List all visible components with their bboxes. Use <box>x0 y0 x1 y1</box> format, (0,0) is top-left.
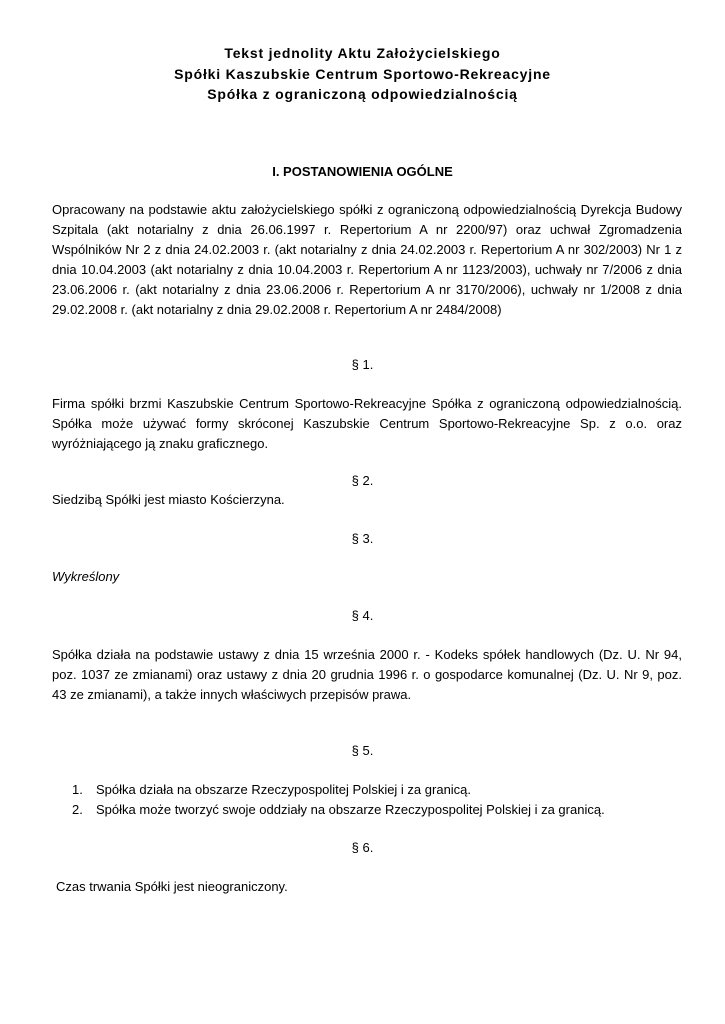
paragraph-symbol-2: § 2. <box>351 473 374 488</box>
paragraph-3-text: Wykreślony <box>52 569 120 584</box>
list-item-text: Spółka działa na obszarze Rzeczypospolitej Polskiej i za granicą. <box>96 782 472 797</box>
list-item <box>52 800 692 820</box>
list-item-number: 1. <box>72 782 83 797</box>
paragraph-5-list <box>52 780 692 820</box>
paragraph-symbol-6: § 6. <box>351 840 374 855</box>
section-heading: I. POSTANOWIENIA OGÓLNE <box>272 164 453 179</box>
paragraph-2-text: Siedzibą Spółki jest miasto Kościerzyna. <box>52 492 285 507</box>
paragraph-4-text: Spółka działa na podstawie ustawy z dnia 15 września 2000 r. - Kodeks spółek handlowych (Dz. U. Nr 94, poz. 1037 ze zmianami) oraz ustawy z dnia 20 grudnia 1996 r. o gospodarce komunalnej (Dz. U. Nr 9, poz. 43 ze zmianami), a także innych właściwych przepisów prawa. <box>52 647 682 702</box>
list-item-number: 2. <box>72 802 83 817</box>
paragraph-symbol-5: § 5. <box>351 743 374 758</box>
title-line-1: Tekst jednolity Aktu Założycielskiego <box>224 45 501 61</box>
title-line-2: Spółki Kaszubskie Centrum Sportowo-Rekreacyjne <box>174 65 551 82</box>
list-item-text: Spółka może tworzyć swoje oddziały na obszarze Rzeczypospolitej Polskiej i za granicą. <box>96 802 605 817</box>
document-title <box>0 43 725 105</box>
paragraph-symbol-3: § 3. <box>351 531 374 546</box>
paragraph-6-text: Czas trwania Spółki jest nieograniczony. <box>56 879 288 894</box>
list-item <box>52 780 692 800</box>
paragraph-1-text: Firma spółki brzmi Kaszubskie Centrum Sportowo-Rekreacyjne Spółka z ograniczoną odpowiedzialnością. Spółka może używać formy skróconej Kaszubskie Centrum Sportowo-Rekreacyjne Sp. z o.o. oraz wyróżniającego ją znaku graficznego. <box>52 396 682 451</box>
title-line-3: Spółka z ograniczoną odpowiedzialnością <box>207 86 518 102</box>
paragraph-symbol-4: § 4. <box>351 608 374 623</box>
paragraph-symbol-1: § 1. <box>351 357 374 372</box>
intro-paragraph: Opracowany na podstawie aktu założycielskiego spółki z ograniczoną odpowiedzialnością Dyrekcja Budowy Szpitala (akt notarialny z dnia 26.06.1997 r. Repertorium A nr 2200/97) oraz uchwał Zgromadzenia Wspólników Nr 2 z dnia 24.02.2003 r. (akt notarialny z dnia 24.02.2003 r. Repertorium A nr 302/2003) Nr 1 z dnia 10.04.2003 (akt notarialny z dnia 10.04.2003 r. Repertorium A nr 1123/2003), uchwały nr 7/2006 z dnia 23.06.2006 r. (akt notarialny z dnia 23.06.2006 r. Repertorium A nr 3170/2006), uchwały nr 1/2008 z dnia 29.02.2008 r. (akt notarialny z dnia 29.02.2008 r. Repertorium A nr 2484/2008) <box>52 202 682 317</box>
